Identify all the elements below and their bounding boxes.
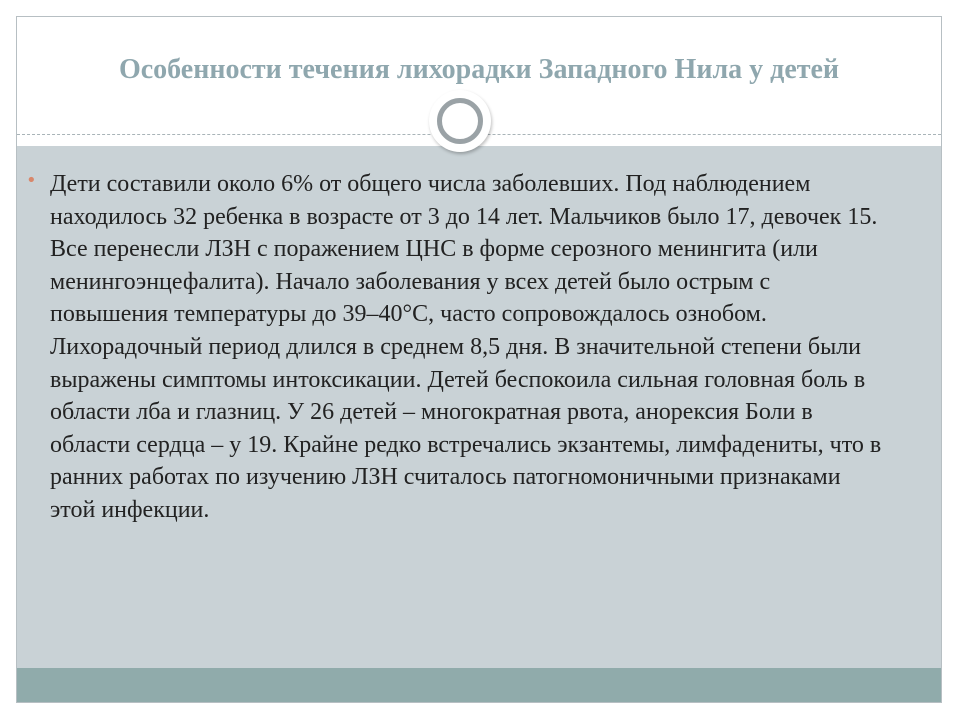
slide-title: Особенности течения лихорадки Западного Нила у детей [118,54,840,85]
bullet-text: Дети составили около 6% от общего числа заболевших. Под наблюдением находилось 32 ребенка в возрасте от 3 до 14 лет. Мальчиков было 17, девочек 15. Все перенесли ЛЗН с поражением ЦНС в форме серозного менингита (или менингоэнцефалита). Начало заболевания у всех детей было острым с повышения температуры до 39–40°С, часто сопровождалось ознобом. Лихорадочный период длился в среднем 8,5 дня. В значительной степени были выражены симптомы интоксикации. Детей беспокоила сильная головная боль в области лба и глазниц. У 26 детей – многократная рвота, анорексия Боли в области сердца – у 19. Крайне редко встречались экзантемы, лимфадениты, что в ранних работах по изучению ЛЗН считалось патогномоничными признаками этой инфекции. [50,171,882,523]
ring-ornament-icon [429,90,491,152]
list-item [24,168,884,527]
bullet-list [24,168,884,527]
bullet-dot-icon: • [26,170,37,191]
footer-bar [17,668,941,703]
